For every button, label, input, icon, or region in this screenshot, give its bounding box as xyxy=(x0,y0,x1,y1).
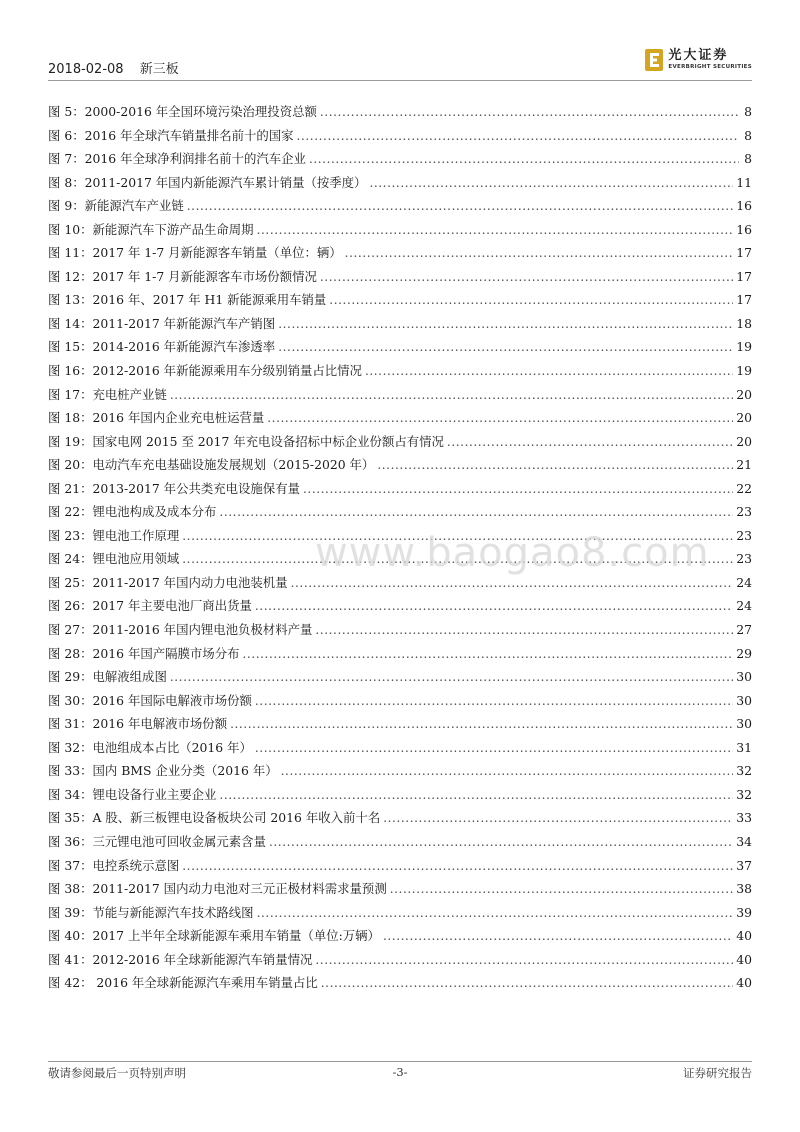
toc-entry-page[interactable]: 30 xyxy=(736,716,752,732)
toc-entry-page[interactable]: 20 xyxy=(736,386,752,402)
toc-entry[interactable] xyxy=(48,596,752,620)
toc-entry-title[interactable]: 图 14：2011-2017 年新能源汽车产销图 xyxy=(48,315,276,331)
toc-dot-leader xyxy=(365,364,733,378)
toc-entry-title[interactable]: 图 12：2017 年 1-7 月新能源客车市场份额情况 xyxy=(48,268,317,284)
toc-entry-page[interactable]: 20 xyxy=(736,433,752,449)
header-meta xyxy=(48,58,191,77)
toc-dot-leader xyxy=(369,176,733,190)
toc-entry-page[interactable]: 24 xyxy=(736,598,752,614)
toc-dot-leader xyxy=(269,835,733,849)
toc-entry-title[interactable]: 图 18：2016 年国内企业充电桩运营量 xyxy=(48,410,265,426)
toc-dot-leader xyxy=(219,788,733,802)
toc-dot-leader xyxy=(297,129,739,143)
toc-entry[interactable] xyxy=(48,173,752,197)
toc-dot-leader xyxy=(321,976,733,990)
toc-dot-leader xyxy=(170,670,733,684)
toc-entry-title[interactable]: 图 26：2017 年主要电池厂商出货量 xyxy=(48,598,252,614)
toc-entry-page[interactable]: 40 xyxy=(736,975,752,991)
toc-entry[interactable] xyxy=(48,973,752,997)
toc-dot-leader xyxy=(320,105,739,119)
toc-entry-page[interactable]: 34 xyxy=(736,833,752,849)
toc-entry-title[interactable]: 图 20：电动汽车充电基础设施发展规划（2015-2020 年） xyxy=(48,457,375,473)
toc-entry-title[interactable]: 图 41：2012-2016 年全球新能源汽车销量情况 xyxy=(48,951,313,967)
toc-entry[interactable] xyxy=(48,455,752,479)
toc-dot-leader xyxy=(315,623,733,637)
toc-entry-page[interactable]: 8 xyxy=(744,127,752,143)
toc-entry-title[interactable]: 图 19：国家电网 2015 至 2017 年充电设备招标中标企业份额占有情况 xyxy=(48,433,444,449)
toc-entry[interactable] xyxy=(48,267,752,291)
toc-entry[interactable] xyxy=(48,785,752,809)
toc-entry[interactable] xyxy=(48,903,752,927)
toc-dot-leader xyxy=(315,953,733,967)
toc-entry-page[interactable]: 8 xyxy=(744,104,752,119)
toc-entry-title[interactable]: 图 15：2014-2016 年新能源汽车渗透率 xyxy=(48,339,276,355)
toc-entry-page[interactable]: 16 xyxy=(736,198,752,214)
toc-entry-page[interactable]: 18 xyxy=(736,315,752,331)
toc-entry-title[interactable]: 图 21：2013-2017 年公共类充电设施保有量 xyxy=(48,480,300,496)
toc-entry[interactable] xyxy=(48,667,752,691)
toc-dot-leader xyxy=(242,647,733,661)
toc-dot-leader xyxy=(230,717,733,731)
toc-dot-leader xyxy=(303,482,733,496)
toc-dot-leader xyxy=(187,199,733,213)
toc-entry-title[interactable]: 图 36：三元锂电池可回收金属元素含量 xyxy=(48,833,266,849)
toc-dot-leader xyxy=(291,576,734,590)
toc-entry[interactable] xyxy=(48,220,752,244)
logo-english-name: EVERBRIGHT SECURITIES xyxy=(668,64,752,70)
toc-entry-title[interactable]: 图 8：2011-2017 年国内新能源汽车累计销量（按季度） xyxy=(48,174,367,190)
toc-entry-title[interactable]: 图 33：国内 BMS 企业分类（2016 年） xyxy=(48,763,278,779)
toc-entry-page[interactable]: 20 xyxy=(736,410,752,426)
toc-entry-title[interactable]: 图 25：2011-2017 年国内动力电池装机量 xyxy=(48,574,288,590)
toc-entry-page[interactable]: 24 xyxy=(736,574,752,590)
toc-dot-leader xyxy=(390,882,734,896)
toc-entry-page[interactable]: 23 xyxy=(736,504,752,520)
toc-entry-page[interactable]: 19 xyxy=(736,339,752,355)
toc-entry-title[interactable]: 图 38：2011-2017 国内动力电池对三元正极材料需求量预测 xyxy=(48,881,387,897)
toc-entry-title[interactable]: 图 17：充电桩产业链 xyxy=(48,386,167,402)
toc-entry-page[interactable]: 39 xyxy=(736,904,752,920)
toc-entry-page[interactable]: 32 xyxy=(736,786,752,802)
toc-dot-leader xyxy=(383,811,733,825)
toc-entry-page[interactable]: 40 xyxy=(736,928,752,944)
toc-dot-leader xyxy=(278,340,733,354)
toc-entry-page[interactable]: 11 xyxy=(736,174,752,190)
toc-dot-leader xyxy=(219,505,733,519)
toc-entry-page[interactable]: 30 xyxy=(736,669,752,685)
toc-entry-title[interactable]: 图 27：2011-2016 年国内锂电池负极材料产量 xyxy=(48,622,313,638)
toc-entry[interactable] xyxy=(48,926,752,950)
toc-entry[interactable] xyxy=(48,290,752,314)
toc-entry-page[interactable]: 19 xyxy=(736,363,752,379)
toc-entry-page[interactable]: 30 xyxy=(736,692,752,708)
toc-dot-leader xyxy=(345,246,734,260)
toc-entry-title[interactable]: 图 42： 2016 年全球新能源汽车乘用车销量占比 xyxy=(48,975,318,991)
page-header xyxy=(48,48,752,81)
toc-entry-page[interactable]: 21 xyxy=(736,457,752,473)
toc-entry-title[interactable]: 图 23：锂电池工作原理 xyxy=(48,527,180,543)
toc-entry-page[interactable]: 29 xyxy=(736,645,752,661)
toc-entry-title[interactable]: 图 30：2016 年国际电解液市场份额 xyxy=(48,692,252,708)
toc-entry[interactable] xyxy=(48,620,752,644)
toc-entry-page[interactable]: 17 xyxy=(736,268,752,284)
toc-dot-leader xyxy=(255,694,733,708)
toc-entry[interactable] xyxy=(48,714,752,738)
toc-entry-page[interactable]: 16 xyxy=(736,221,752,237)
toc-entry-title[interactable]: 图 39：节能与新能源汽车技术路线图 xyxy=(48,904,254,920)
toc-entry-title[interactable]: 图 32：电池组成本占比（2016 年） xyxy=(48,739,252,755)
toc-entry-page[interactable]: 23 xyxy=(736,527,752,543)
watermark: www.baogao8.com xyxy=(315,530,710,576)
toc-entry[interactable] xyxy=(48,385,752,409)
toc-dot-leader xyxy=(329,293,733,307)
toc-entry[interactable] xyxy=(48,314,752,338)
toc-entry-page[interactable]: 31 xyxy=(736,739,752,755)
toc-entry[interactable] xyxy=(48,738,752,762)
toc-entry-title[interactable]: 图 37：电控系统示意图 xyxy=(48,857,180,873)
toc-entry[interactable] xyxy=(48,808,752,832)
toc-entry[interactable] xyxy=(48,950,752,974)
toc-entry-title[interactable]: 图 9：新能源汽车产业链 xyxy=(48,198,184,214)
toc-dot-leader xyxy=(278,317,733,331)
toc-dot-leader xyxy=(255,741,733,755)
toc-entry[interactable] xyxy=(48,691,752,715)
everbright-logo-icon xyxy=(645,49,663,71)
toc-entry-page[interactable]: 27 xyxy=(736,622,752,638)
toc-entry[interactable] xyxy=(48,479,752,503)
toc-entry-page[interactable]: 40 xyxy=(736,951,752,967)
toc-entry[interactable] xyxy=(48,573,752,597)
toc-entry-title[interactable]: 图 31：2016 年电解液市场份额 xyxy=(48,716,228,732)
toc-entry-title[interactable]: 图 16：2012-2016 年新能源乘用车分级别销量占比情况 xyxy=(48,363,362,379)
toc-entry-title[interactable]: 图 10：新能源汽车下游产品生命周期 xyxy=(48,221,254,237)
toc-entry-page[interactable]: 17 xyxy=(736,292,752,308)
toc-entry[interactable] xyxy=(48,126,752,150)
page-footer xyxy=(48,1061,752,1082)
toc-entry[interactable] xyxy=(48,502,752,526)
toc-entry-title[interactable]: 图 11：2017 年 1-7 月新能源客车销量（单位：辆） xyxy=(48,245,342,261)
toc-entry[interactable] xyxy=(48,432,752,456)
logo-chinese-name: 光大证券 xyxy=(668,48,729,63)
toc-entry[interactable] xyxy=(48,761,752,785)
toc-dot-leader xyxy=(320,270,733,284)
toc-entry[interactable] xyxy=(48,856,752,880)
toc-entry-title[interactable]: 图 7：2016 年全球净利润排名前十的汽车企业 xyxy=(48,151,306,167)
toc-entry[interactable] xyxy=(48,408,752,432)
toc-entry-page[interactable]: 37 xyxy=(736,857,752,873)
toc-dot-leader xyxy=(447,435,733,449)
toc-dot-leader xyxy=(309,152,739,166)
toc-entry-title[interactable]: 图 5：2000-2016 年全国环境污染治理投资总额 xyxy=(48,104,317,119)
toc-entry-title[interactable]: 图 29：电解液组成图 xyxy=(48,669,167,685)
toc-dot-leader xyxy=(257,906,734,920)
toc-entry[interactable] xyxy=(48,832,752,856)
toc-entry[interactable] xyxy=(48,644,752,668)
toc-entry-page[interactable]: 17 xyxy=(736,245,752,261)
toc-dot-leader xyxy=(170,388,733,402)
toc-entry-page[interactable]: 23 xyxy=(736,551,752,567)
toc-entry[interactable] xyxy=(48,337,752,361)
toc-dot-leader xyxy=(281,764,734,778)
toc-entry[interactable] xyxy=(48,361,752,385)
toc-entry-title[interactable]: 图 6：2016 年全球汽车销量排名前十的国家 xyxy=(48,127,294,143)
toc-entry[interactable] xyxy=(48,196,752,220)
footer-disclaimer: 敬请参阅最后一页特别声明 xyxy=(48,1066,186,1080)
report-date: 2018-02-08 xyxy=(48,62,124,77)
toc-dot-leader xyxy=(377,458,733,472)
toc-entry-page[interactable]: 33 xyxy=(736,810,752,826)
toc-entry-title[interactable]: 图 13：2016 年、2017 年 H1 新能源乘用车销量 xyxy=(48,292,327,308)
toc-entry[interactable] xyxy=(48,879,752,903)
toc-entry-page[interactable]: 22 xyxy=(736,480,752,496)
toc-dot-leader xyxy=(255,599,733,613)
toc-entry-title[interactable]: 图 28：2016 年国产隔膜市场分布 xyxy=(48,645,240,661)
toc-entry-page[interactable]: 8 xyxy=(744,151,752,167)
toc-entry[interactable] xyxy=(48,243,752,267)
footer-report-type: 证券研究报告 xyxy=(683,1066,752,1080)
toc-dot-leader xyxy=(383,929,733,943)
toc-entry-title[interactable]: 图 40：2017 上半年全球新能源车乘用车销量（单位:万辆） xyxy=(48,928,380,944)
toc-entry[interactable] xyxy=(48,149,752,173)
toc-entry[interactable] xyxy=(48,102,752,126)
page-number: -3- xyxy=(392,1065,408,1079)
toc-dot-leader xyxy=(257,223,734,237)
toc-entry-page[interactable]: 38 xyxy=(736,881,752,897)
company-logo xyxy=(645,48,752,78)
toc-dot-leader xyxy=(182,859,733,873)
toc-entry-page[interactable]: 32 xyxy=(736,763,752,779)
report-section: 新三板 xyxy=(139,62,179,77)
toc-entry-title[interactable]: 图 24：锂电池应用领域 xyxy=(48,551,180,567)
toc-entry-title[interactable]: 图 35：A 股、新三板锂电设备板块公司 2016 年收入前十名 xyxy=(48,810,381,826)
toc-entry-title[interactable]: 图 34：锂电设备行业主要企业 xyxy=(48,786,217,802)
toc-dot-leader xyxy=(267,411,733,425)
toc-entry-title[interactable]: 图 22：锂电池构成及成本分布 xyxy=(48,504,217,520)
